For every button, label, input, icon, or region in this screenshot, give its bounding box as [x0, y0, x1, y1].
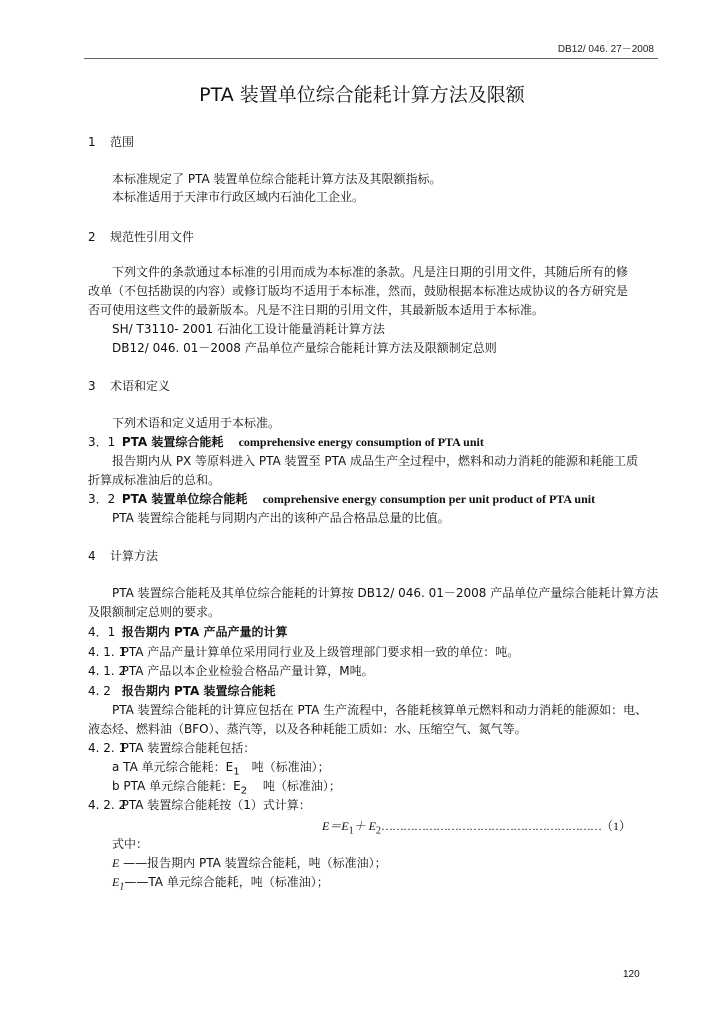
symbol: E: [112, 875, 120, 889]
section-title: 计算方法: [110, 549, 159, 563]
clause-4-1-1: [88, 644, 519, 660]
clause-number: 4. 2. 1: [88, 741, 127, 755]
definition-e: [112, 855, 387, 871]
page-number: 120: [623, 969, 640, 980]
symbol: E: [112, 856, 120, 870]
section-title: 术语和定义: [110, 379, 171, 393]
document-title: PTA 装置单位综合能耗计算方法及限额: [199, 84, 525, 106]
paragraph: PTA 装置综合能耗与同期内产出的该种产品合格品总量的比值。: [112, 511, 450, 525]
clause-4-2-1: [88, 740, 255, 756]
clause-text: PTA 产品以本企业检验合格品产量计算，M吨。: [121, 664, 374, 678]
subscript: 1: [233, 766, 240, 778]
subsection-number: 4. 2: [88, 684, 111, 698]
clause-text: PTA 装置综合能耗包括：: [121, 741, 256, 755]
subsection-title: 报告期内 PTA 装置综合能耗: [121, 684, 276, 698]
normative-reference: DB12/ 046. 01－2008 产品单位产量综合能耗计算方法及限额制定总则: [112, 341, 497, 355]
normative-reference: SH/ T3110- 2001 石油化工设计能量消耗计算方法: [112, 322, 385, 336]
paragraph: 报告期内从 PX 等原料进入 PTA 装置至 PTA 成品生产全过程中，燃料和动力消耗的能源和耗能工质: [112, 454, 639, 468]
paragraph: PTA 装置综合能耗的计算应包括在 PTA 生产流程中，各能耗核算单元燃料和动力消耗的能源如：电、: [112, 703, 648, 717]
term-en: comprehensive energy consumption of PTA unit: [238, 435, 484, 449]
term-cn: PTA 装置综合能耗: [121, 435, 224, 449]
item-unit: 吨（标准油）；: [239, 760, 330, 774]
term-number: 3．2: [88, 492, 116, 506]
subsection-4-2: [88, 683, 276, 699]
section-number: 1: [88, 135, 96, 149]
paragraph: 改单（不包括勘误的内容）或修订版均不适用于本标准，然而，鼓励根据本标准达成协议的各方研究是: [88, 284, 629, 298]
definition-e1: [112, 874, 329, 895]
term-cn: PTA 装置单位综合能耗: [121, 492, 248, 506]
paragraph: 下列术语和定义适用于本标准。: [112, 416, 281, 430]
definition-text: ——报告期内 PTA 装置综合能耗，吨（标准油）；: [119, 856, 387, 870]
section-title: 规范性引用文件: [110, 230, 195, 244]
section-4-heading: [88, 548, 158, 564]
standard-code: DB12/ 046. 27－2008: [557, 44, 654, 55]
section-number: 3: [88, 379, 96, 393]
section-2-heading: [88, 229, 194, 245]
subscript: 1: [348, 825, 354, 837]
section-1-heading: [88, 134, 134, 150]
paragraph: 折算成标准油后的总和。: [88, 473, 221, 487]
term-3-1: [88, 434, 484, 450]
item-text: a TA 单元综合能耗：E: [112, 760, 234, 774]
subsection-title: 报告期内 PTA 产品产量的计算: [121, 625, 288, 639]
formula-number: （1）: [601, 819, 632, 833]
subsection-4-1: [88, 624, 288, 640]
paragraph: PTA 装置综合能耗及其单位综合能耗的计算按 DB12/ 046. 01－2008 产品单位产量综合能耗计算方法: [112, 586, 659, 600]
clause-text: PTA 产品产量计算单位采用同行业及上级管理部门要求相一致的单位：吨。: [121, 645, 520, 659]
item-unit: 吨（标准油）；: [247, 779, 341, 793]
clause-number: 4. 1. 2: [88, 664, 127, 678]
subsection-number: 4．1: [88, 625, 116, 639]
clause-4-2-2: [88, 797, 311, 813]
section-number: 2: [88, 230, 96, 244]
term-en: comprehensive energy consumption per unit product of PTA unit: [262, 492, 596, 506]
header-rule: [84, 58, 658, 59]
paragraph: 本标准规定了 PTA 装置单位综合能耗计算方法及其限额指标。: [112, 172, 442, 186]
section-number: 4: [88, 549, 96, 563]
paragraph: 液态烃、燃料油（BFO）、蒸汽等，以及各种耗能工质如：水、压缩空气、氮气等。: [88, 722, 527, 736]
term-number: 3．1: [88, 435, 116, 449]
clause-4-1-2: [88, 663, 374, 679]
paragraph: 本标准适用于天津市行政区域内石油化工企业。: [112, 190, 365, 204]
formula-1: [322, 817, 631, 836]
leader-dots: ……………………………………………………: [381, 819, 602, 833]
item-text: b PTA 单元综合能耗：E: [112, 779, 241, 793]
paragraph: 及限额制定总则的要求。: [88, 605, 221, 619]
paragraph: 下列文件的条款通过本标准的引用而成为本标准的条款。凡是注日期的引用文件，其随后所有的修: [112, 265, 629, 279]
formula-lhs: E＝E: [322, 819, 349, 833]
paragraph: 否可使用这些文件的最新版本。凡是不注日期的引用文件，其最新版本适用于本标准。: [88, 303, 545, 317]
subscript: 2: [240, 785, 248, 797]
clause-text: PTA 装置综合能耗按（1）式计算：: [121, 798, 311, 812]
clause-number: 4. 2. 2: [88, 798, 127, 812]
section-title: 范围: [110, 135, 135, 149]
subscript: 2: [376, 825, 382, 837]
clause-number: 4. 1. 1: [88, 645, 127, 659]
where-label: 式中：: [112, 837, 149, 851]
definition-text: ——TA 单元综合能耗，吨（标准油）；: [124, 875, 329, 889]
section-3-heading: [88, 378, 170, 394]
term-3-2: [88, 491, 595, 507]
subscript: 1: [119, 881, 125, 893]
formula-term: ＋ E: [353, 819, 377, 833]
